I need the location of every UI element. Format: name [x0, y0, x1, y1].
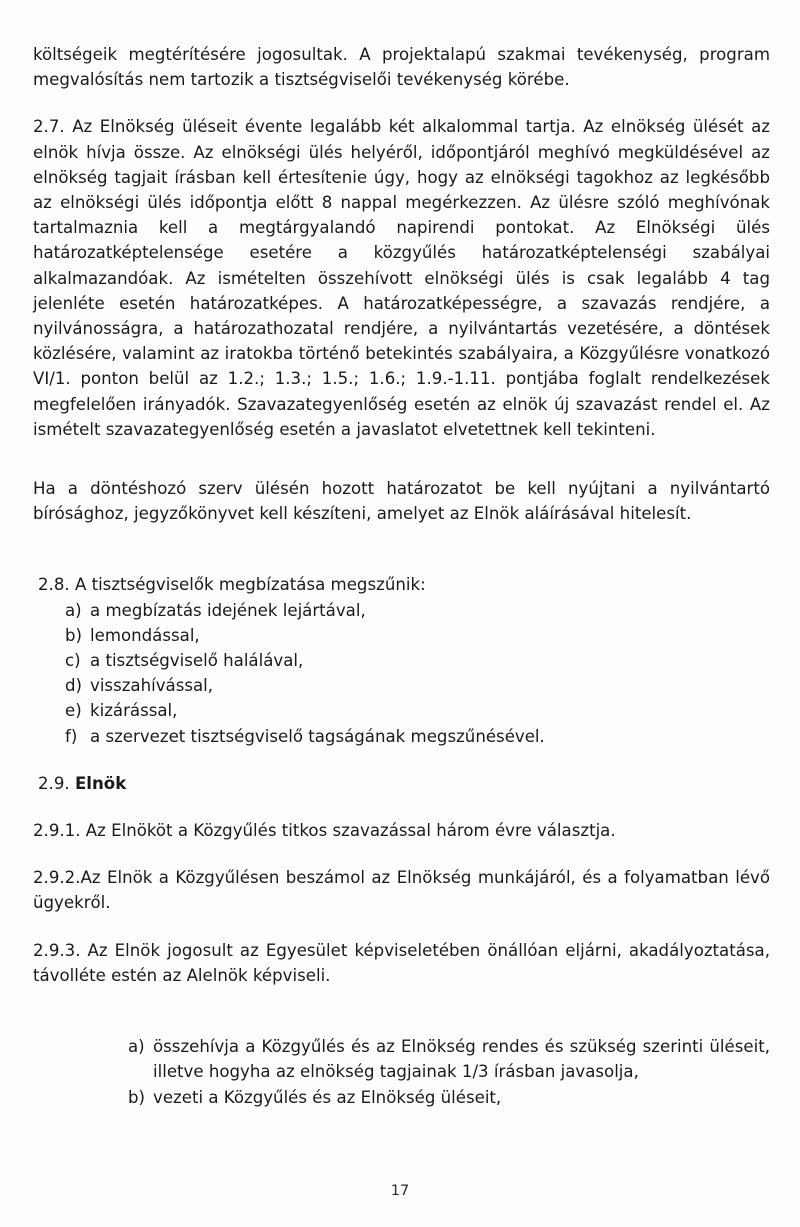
list-marker: e): [65, 701, 82, 721]
list-2-8: [33, 598, 770, 749]
page-content: [33, 42, 770, 1110]
list-item-text: kizárással,: [90, 701, 178, 721]
spacer: [33, 796, 770, 818]
paragraph-section-2-7: 2.7. Az Elnökség üléseit évente legalább két alkalommal tartja. Az elnökség ülését az elnök hívja össze. Az elnökségi ülés helyéről, időpontjáról meghívó megküldésével az elnökség tagjait írásban kell értesítenie úgy, hogy az elnökségi tagokhoz az legkésőbb az elnökségi ülés időpontja előtt 8 nappal megérkezzen. Az ülésre szóló meghívónak tartalmaznia kell a megtárgyalandó napirendi pontokat. Az Elnökségi ülés határozatképtelensége esetére a közgyűlés határozatképtelenségi szabályai alkalmazandóak. Az ismételten összehívott elnökségi ülés is csak legalább 4 tag jelenléte esetén határozatképes. A határozatképességre, a szavazás rendjére, a nyilvánosságra, a határozathozatal rendjére, a nyilvántartás vezetésére, a döntések közlésére, valamint az iratokba történő betekintés szabályaira, a Közgyűlésre vonatkozó VI/1. ponton belül az 1.2.; 1.3.; 1.5.; 1.6.; 1.9.-1.11. pontjába foglalt rendelkezések megfelelően irányadók. Szavazategyenlőség esetén az elnök új szavazást rendel el. Az ismételt szavazategyenlőség esetén a javaslatot elvetettnek kell tekinteni.: [33, 117, 770, 439]
paragraph-2-9-2: 2.9.2.Az Elnök a Közgyűlésen beszámol az Elnökség munkájáról, és a folyamatban lévő ügyekről.: [33, 868, 770, 913]
list-item: [33, 623, 770, 648]
list-item: [33, 1085, 770, 1110]
list-item: [33, 648, 770, 673]
heading-2-8: 2.8. A tisztségviselők megbízatása megszűnik:: [38, 575, 426, 595]
heading-2-9-number: 2.9.: [38, 773, 70, 793]
list-item-text: lemondással,: [90, 625, 200, 645]
spacer: [33, 916, 770, 938]
spacer: [33, 92, 770, 114]
list-item: [33, 724, 770, 749]
list-marker: a): [128, 1037, 145, 1057]
spacer: [33, 988, 770, 1034]
list-item-text: összehívja a Közgyűlés és az Elnökség rendes és szükség szerinti üléseit, illetve hogyha az elnökség tagjainak 1/3 írásban javasolja,: [153, 1037, 770, 1082]
spacer: [33, 442, 770, 476]
list-item-text: visszahívással,: [90, 676, 214, 696]
list-marker: b): [65, 625, 83, 645]
spacer: [33, 526, 770, 572]
list-2-9-3: [33, 1034, 770, 1110]
page-number: 17: [390, 1183, 410, 1199]
list-marker: c): [65, 651, 81, 671]
list-item-text: a megbízatás idejének lejártával,: [90, 600, 366, 620]
paragraph-2-9-1: 2.9.1. Az Elnököt a Közgyűlés titkos szavazással három évre választja.: [33, 821, 616, 841]
list-marker: b): [128, 1087, 146, 1107]
list-item-text: a tisztségviselő halálával,: [90, 651, 304, 671]
paragraph-2-9-3: 2.9.3. Az Elnök jogosult az Egyesület képviseletében önállóan eljárni, akadályoztatása, távolléte estén az Alelnök képviseli.: [33, 940, 770, 985]
list-item: [33, 698, 770, 723]
list-item-text: vezeti a Közgyűlés és az Elnökség üléseit,: [153, 1087, 502, 1107]
list-marker: a): [65, 600, 82, 620]
list-item: [33, 598, 770, 623]
heading-2-9-title: Elnök: [74, 773, 127, 793]
paragraph-minutes: Ha a döntéshozó szerv ülésén hozott határozatot be kell nyújtani a nyilvántartó bírósághoz, jegyzőkönyvet kell készíteni, amelyet az Elnök aláírásával hitelesít.: [33, 479, 770, 524]
list-item-text: a szervezet tisztségviselő tagságának megszűnésével.: [90, 726, 545, 746]
spacer: [33, 843, 770, 865]
paragraph-intro: költségeik megtérítésére jogosultak. A projektalapú szakmai tevékenység, program megvalósítás nem tartozik a tisztségviselői tevékenység körébe.: [33, 45, 770, 90]
list-item: [33, 673, 770, 698]
heading-2-9: [33, 771, 770, 796]
list-marker: f): [65, 726, 78, 746]
list-marker: d): [65, 676, 83, 696]
spacer: [33, 749, 770, 771]
list-item: [33, 1034, 770, 1084]
